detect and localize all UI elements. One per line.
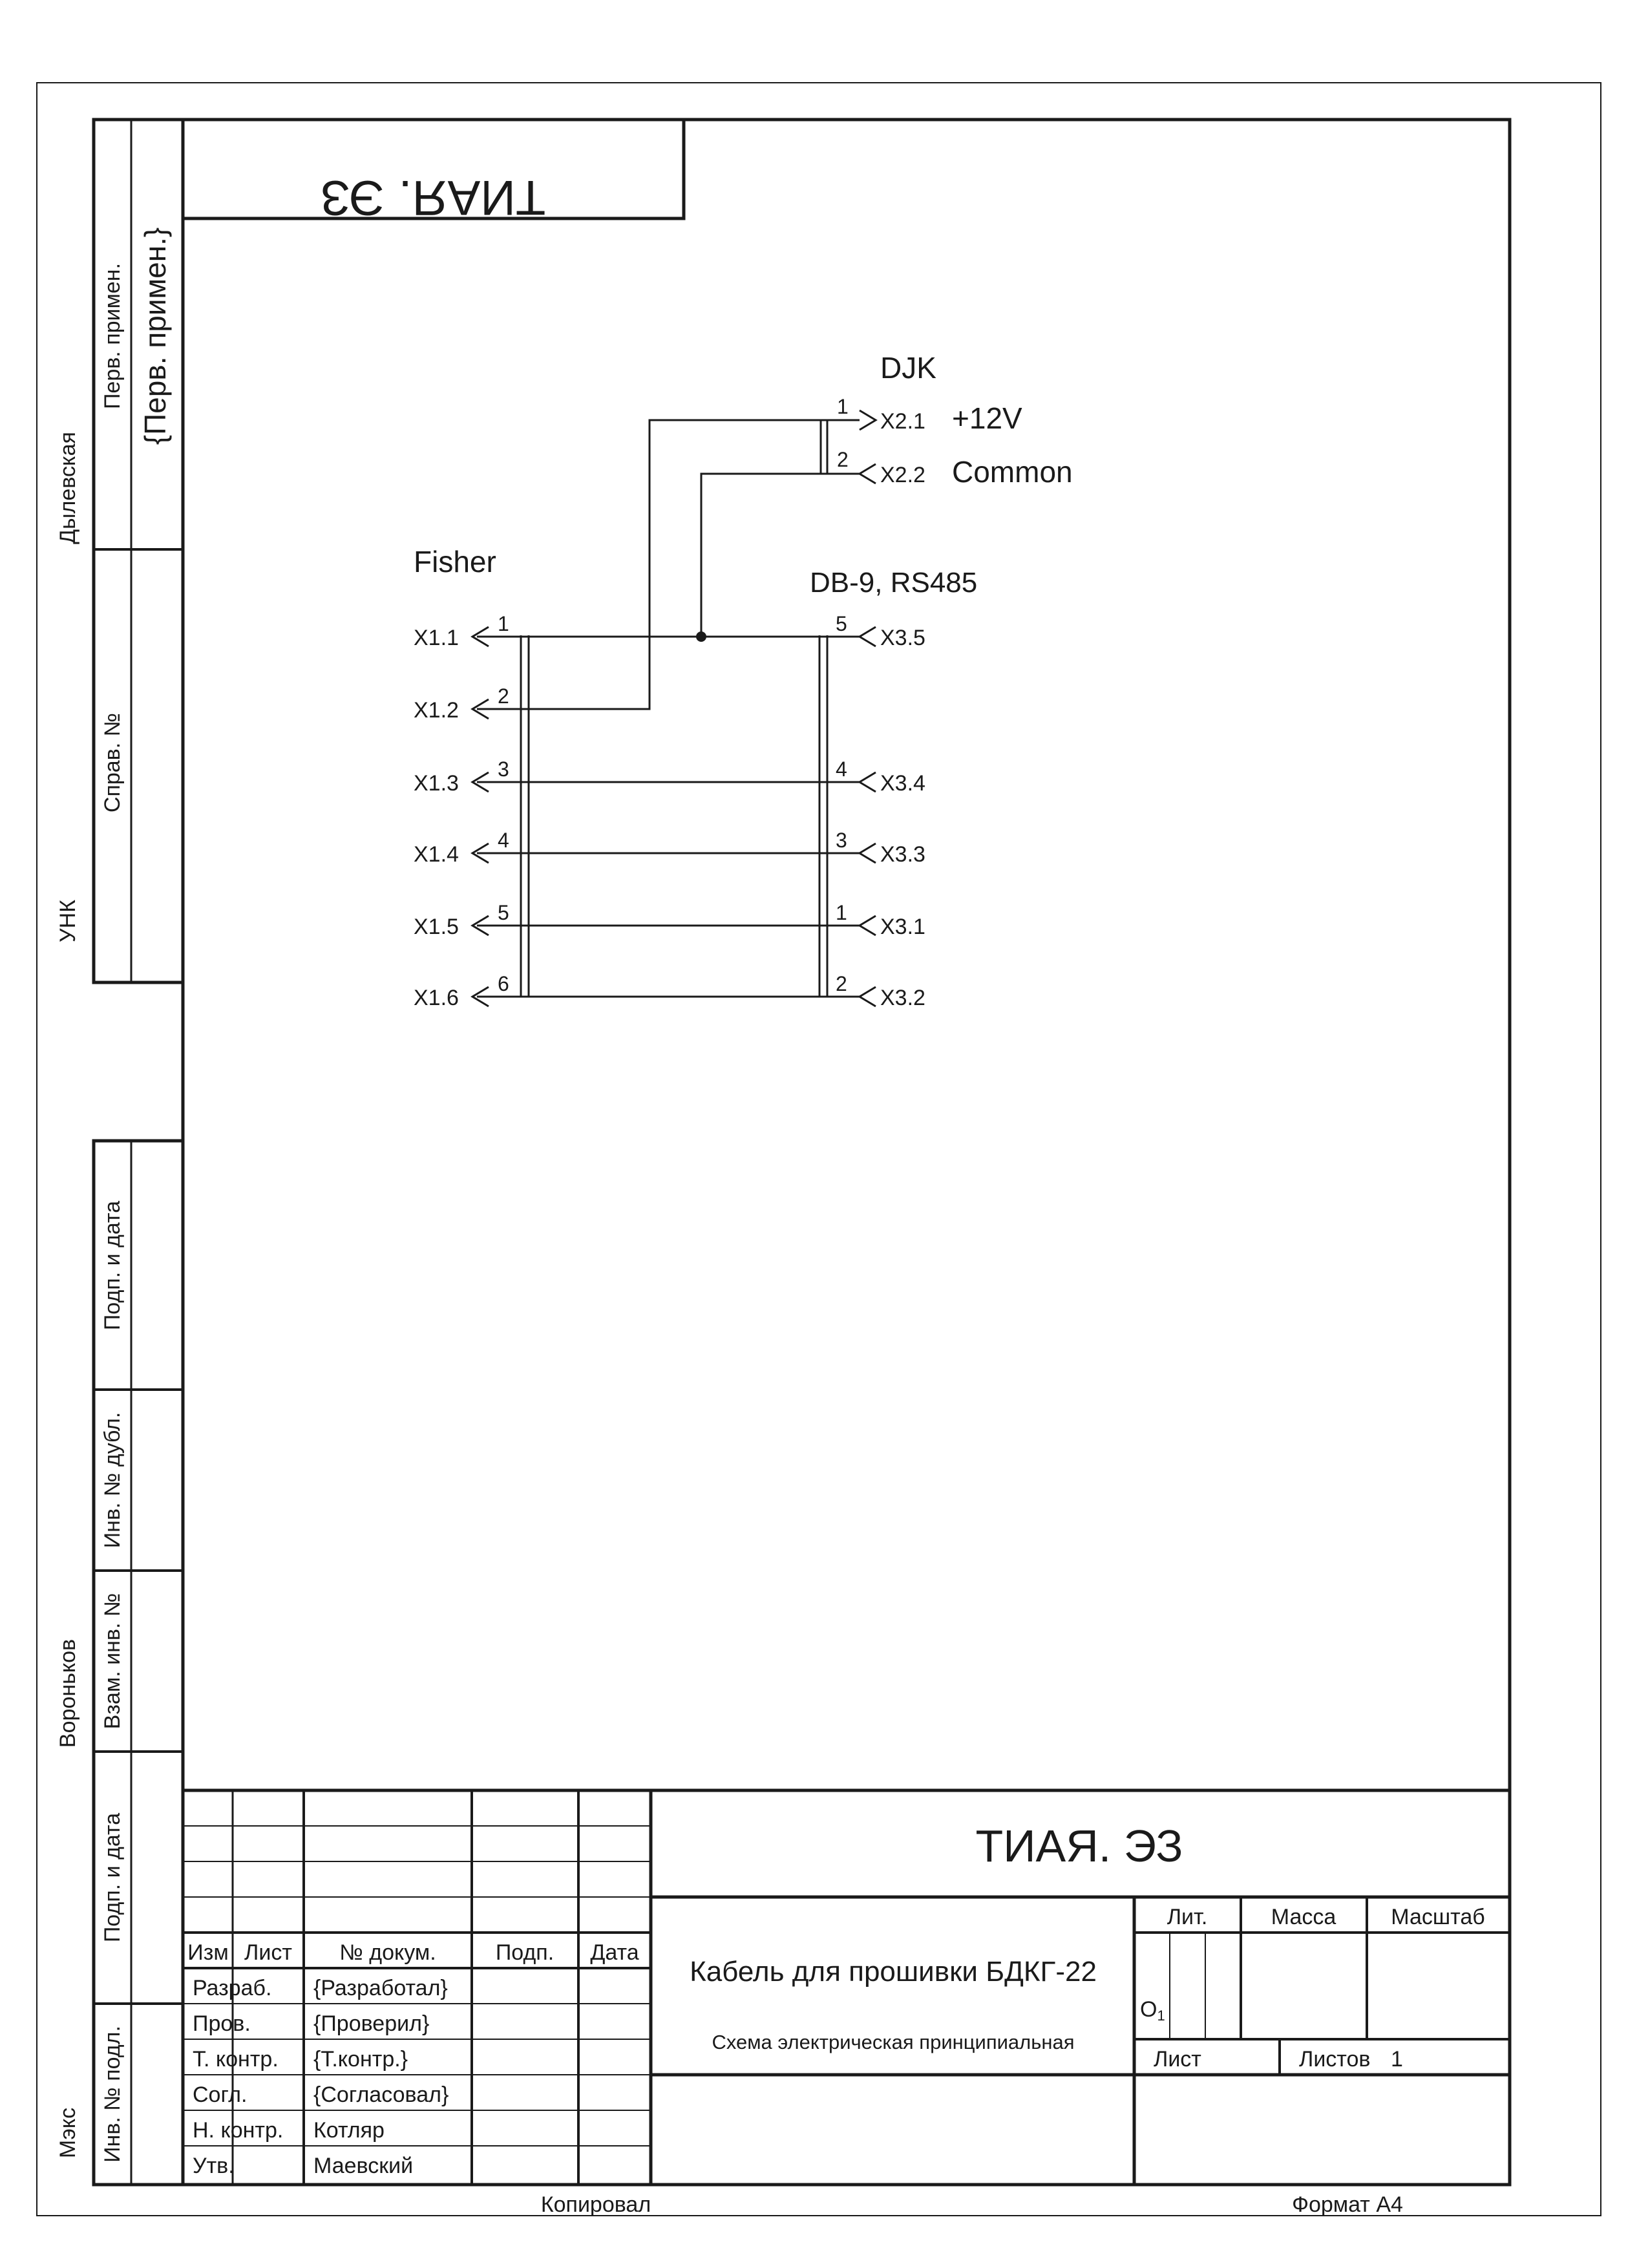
svg-text:X3.2: X3.2 — [880, 986, 925, 1010]
stamp-sheets-value: 1 — [1391, 2047, 1403, 2072]
db9-pin — [836, 612, 925, 650]
side-label-inv-podl: Инв. № подл. — [100, 2026, 125, 2163]
stamp-name: {Т.контр.} — [313, 2047, 408, 2072]
side-label-vzam-inv: Взам. инв. № — [100, 1593, 125, 1730]
side-name-unk: УНК — [56, 900, 80, 942]
djk-pin — [837, 395, 1022, 435]
db9-pin — [836, 972, 925, 1010]
svg-text:2: 2 — [836, 972, 847, 995]
stamp-letter-value: О1 — [1140, 1997, 1165, 2024]
stamp-role: Утв. — [193, 2154, 235, 2178]
svg-text:1: 1 — [498, 612, 509, 635]
stamp-sheets-label: Листов — [1299, 2047, 1371, 2072]
db9-pin — [836, 829, 925, 867]
stamp-letter-label: Лит. — [1167, 1905, 1208, 1929]
fisher-pin — [414, 901, 509, 939]
stamp-title: Кабель для прошивки БДКГ-22 — [690, 1956, 1097, 1987]
footer-copied: Копировал — [540, 2192, 651, 2217]
svg-text:2: 2 — [498, 684, 509, 708]
djk-connector-label: DJK — [880, 351, 936, 385]
svg-text:X1.1: X1.1 — [414, 626, 459, 650]
fisher-pin — [414, 684, 509, 723]
svg-text:3: 3 — [498, 758, 509, 781]
svg-text:4: 4 — [836, 758, 847, 781]
svg-text:5: 5 — [836, 612, 847, 635]
db9-pin — [836, 758, 925, 796]
stamp-role: Разраб. — [193, 1976, 272, 2000]
svg-text:2: 2 — [837, 448, 849, 471]
stamp-name: {Разработал} — [313, 1976, 448, 2000]
svg-text:X3.5: X3.5 — [880, 626, 925, 650]
stamp-role: Пров. — [193, 2011, 251, 2036]
wire-junction-dot — [696, 631, 706, 642]
svg-text:+12V: +12V — [952, 401, 1022, 435]
fisher-pin — [414, 972, 509, 1010]
stamp-code: ТИАЯ. ЭЗ — [975, 1821, 1183, 1871]
svg-text:Common: Common — [952, 455, 1073, 489]
svg-text:X1.3: X1.3 — [414, 771, 459, 796]
side-name-dylevskaya: Дылевская — [56, 432, 80, 544]
stamp-scale-label: Масштаб — [1391, 1905, 1485, 1929]
stamp-subtitle: Схема электрическая принципиальная — [712, 2031, 1075, 2053]
svg-text:X3.1: X3.1 — [880, 915, 925, 939]
svg-text:X1.5: X1.5 — [414, 915, 459, 939]
svg-text:1: 1 — [836, 901, 847, 924]
footer-format: Формат А4 — [1292, 2192, 1403, 2217]
side-label-podp-data-1: Подп. и дата — [100, 1200, 125, 1331]
main-frame — [183, 120, 1510, 2185]
stamp-role: Т. контр. — [193, 2047, 279, 2072]
stamp-header-izm: Изм — [187, 1940, 229, 1965]
stamp-role: Согл. — [193, 2083, 248, 2107]
svg-text:3: 3 — [836, 829, 847, 852]
fisher-connector-label: Fisher — [414, 545, 496, 578]
svg-text:X2.2: X2.2 — [880, 463, 925, 487]
side-label-sprav-no: Справ. № — [100, 712, 125, 813]
stamp-name: Котляр — [313, 2118, 385, 2143]
stamp-name: {Проверил} — [313, 2011, 430, 2036]
schematic — [414, 351, 1073, 1010]
svg-text:X1.2: X1.2 — [414, 698, 459, 723]
db9-pin — [836, 901, 925, 939]
wire-fisher2-djk1 — [477, 420, 860, 709]
side-name-meks: Мэкс — [56, 2107, 80, 2159]
side-name-voronkov: Вороньков — [56, 1638, 80, 1748]
djk-pin — [837, 448, 1073, 489]
side-label-podp-data-2: Подп. и дата — [100, 1812, 125, 1943]
stamp-header-podp: Подп. — [495, 1940, 555, 1965]
db9-connector-label: DB-9, RS485 — [810, 567, 978, 599]
side-label-inv-dubl: Инв. № дубл. — [100, 1412, 125, 1549]
svg-text:4: 4 — [498, 829, 509, 852]
stamp-header-data: Дата — [590, 1940, 639, 1965]
svg-text:X2.1: X2.1 — [880, 409, 925, 434]
svg-text:1: 1 — [837, 395, 849, 418]
fisher-pin — [414, 612, 509, 650]
fisher-pin — [414, 829, 509, 867]
stamp-name: {Согласовал} — [313, 2083, 449, 2107]
stamp-header-dokum: № докум. — [339, 1940, 436, 1965]
stamp-name: Маевский — [313, 2154, 414, 2178]
stamp-role: Н. контр. — [193, 2118, 284, 2143]
mirrored-code: ТИАЯ. ЭЗ — [320, 170, 546, 225]
stamp-mass-label: Масса — [1271, 1905, 1336, 1929]
fisher-pin — [414, 758, 509, 796]
svg-text:5: 5 — [498, 901, 509, 924]
svg-text:X1.6: X1.6 — [414, 986, 459, 1010]
svg-text:X3.4: X3.4 — [880, 771, 925, 796]
side-label-perv-primen: Перв. примен. — [100, 262, 125, 410]
svg-text:X1.4: X1.4 — [414, 842, 459, 867]
svg-text:X3.3: X3.3 — [880, 842, 925, 867]
svg-text:6: 6 — [498, 972, 509, 995]
stamp-header-list: Лист — [244, 1940, 292, 1965]
stamp-sheet-label: Лист — [1154, 2047, 1201, 2072]
side-value-perv-primen: {Перв. примен.} — [138, 227, 172, 445]
